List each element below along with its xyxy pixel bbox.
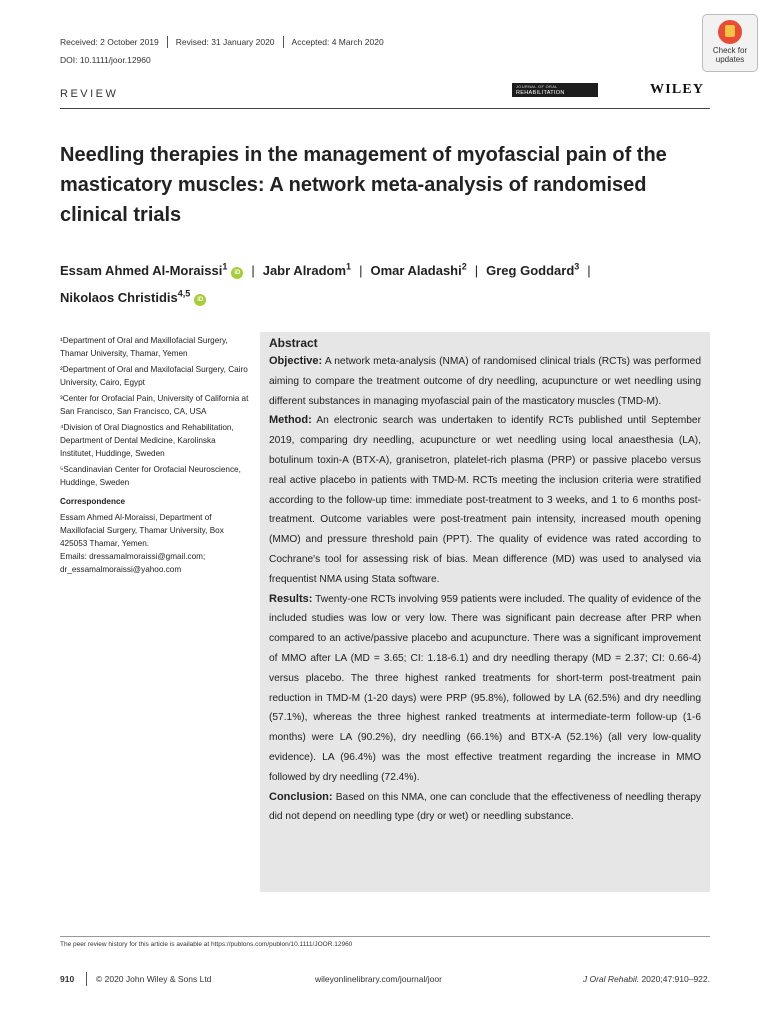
page-number: 910 xyxy=(60,974,75,984)
author-list xyxy=(60,256,710,309)
journal-url[interactable]: wileyonlinelibrary.com/journal/joor xyxy=(315,974,442,984)
correspondence-body: Essam Ahmed Al-Moraissi, Department of Maxillofacial Surgery, Thamar University, Box 425053 Thamar, Yemen. Emails: dressamalmoraissi@gmail.com; dr_essamalmoraissi@yahoo.com xyxy=(60,513,224,574)
author-separator: | xyxy=(359,263,363,279)
author[interactable]: Essam Ahmed Al-Moraissi$^1$iD xyxy=(60,263,243,278)
article-title: Needling therapies in the management of myofascial pain of the masticatory muscles: A network meta-analysis of randomised clinical trials xyxy=(60,144,667,226)
copyright: © 2020 John Wiley & Sons Ltd xyxy=(96,974,212,984)
received-date: Received: 2 October 2019 xyxy=(60,37,159,47)
footer-divider xyxy=(86,972,87,986)
affiliation: ²Department of Oral and Maxilofacial Surgery, Cairo University, Cairo, Egypt xyxy=(60,365,248,387)
citation: J Oral Rehabil. 2020;47:910–922. xyxy=(582,974,710,984)
header-divider xyxy=(60,108,710,109)
check-updates-line2: updates xyxy=(715,55,745,64)
check-for-updates-button[interactable] xyxy=(702,14,758,72)
article-dates xyxy=(60,36,392,48)
correspondence-heading: Correspondence xyxy=(60,497,126,506)
correspondence-emails[interactable]: Emails: dressamalmoraissi@gmail.com; dr_essamalmoraissi@yahoo.com xyxy=(60,552,206,574)
journal-logo-top: JOURNAL OF ORAL xyxy=(516,84,558,89)
author[interactable]: Nikolaos Christidis$^{4,5}$iD xyxy=(60,290,206,305)
orcid-icon[interactable]: iD xyxy=(231,267,243,279)
check-updates-line1: Check for xyxy=(712,46,748,55)
abstract-results: Results: Twenty-one RCTs involving 959 patients were included. The quality of evidence of the included studies was low or very low. There was significant pain decrease after PRP when compared to an active/passive placebo and acupuncture. There was a significant improvement of MMO after LA (MD = 3.65; CI: 1.18-6.1) and dry needling therapy (MD = 2.37; CI: 0.66-4) versus placebo. The three highest ranked treatments for short-term post-treatment pain reduction in TMD-M (1-20 days) were PRP (95.8%), followed by LA (62.5%) and dry needling (57.1%), whereas the three highest ranked treatments at intermediate-term follow-up (1-6 months) were LA (90.2%), dry needling (66.1%) and BTX-A (52.1%) (all very low-quality evidence). LA (96.4%) was the most effective treatment regarding the increase in MMO followed by dry needling (72.4%). xyxy=(269,592,701,783)
doi[interactable]: DOI: 10.1111/joor.12960 xyxy=(60,55,151,65)
section-label: REVIEW xyxy=(60,88,119,100)
accepted-date: Accepted: 4 March 2020 xyxy=(283,36,392,48)
author[interactable]: Greg Goddard$^3$ xyxy=(486,262,580,279)
author[interactable]: Omar Aladashi$^2$ xyxy=(370,262,467,279)
footnote-divider xyxy=(60,936,710,937)
publisher-logo: WILEY xyxy=(650,82,705,97)
abstract-conclusion: Conclusion: Based on this NMA, one can conclude that the effectiveness of needling therapy did not depend on needling type (dry or wet) or needling substance. xyxy=(269,790,701,823)
crossmark-icon xyxy=(718,20,742,44)
abstract-heading: Abstract xyxy=(269,336,318,350)
peer-review-footnote[interactable]: The peer review history for this article is available at https://publons.com/publon/10.1111/JOOR.12960 xyxy=(60,941,353,948)
affiliation: ⁴Division of Oral Diagnostics and Rehabilitation, Department of Dental Medicine, Karolinska Institutet, Huddinge, Sweden xyxy=(60,423,234,458)
abstract-box xyxy=(260,332,710,892)
affiliation: ¹Department of Oral and Maxillofacial Surgery, Thamar University, Thamar, Yemen xyxy=(60,336,228,358)
author-separator: | xyxy=(474,263,479,279)
author-separator: | xyxy=(587,263,591,279)
abstract-objective: Objective: A network meta-analysis (NMA) of randomised clinical trials (RCTs) was performed aiming to compare the treatment outcome of dry needling, acupuncture or wet needling using different substances in managing myofascial pain of the masticatory muscles (TMD-M). xyxy=(269,355,701,407)
orcid-icon[interactable]: iD xyxy=(194,294,206,306)
affiliations xyxy=(60,334,250,576)
affiliation: ³Center for Orofacial Pain, University of California at San Francisco, San Francisco, CA, USA xyxy=(60,394,249,416)
journal-logo xyxy=(512,83,598,97)
affiliation: ⁵Scandinavian Center for Orofacial Neuroscience, Huddinge, Sweden xyxy=(60,465,241,487)
revised-date: Revised: 31 January 2020 xyxy=(167,36,283,48)
journal-logo-bottom: REHABILITATION xyxy=(516,90,565,96)
author-separator: | xyxy=(251,263,255,279)
author[interactable]: Jabr Alradom$^1$ xyxy=(262,262,352,279)
abstract-method: Method: An electronic search was undertaken to identify RCTs published until September 2019, comparing dry needling, acupuncture or wet needling using local anaesthesia (LA), botulinum toxin-A (BTX-A), granisetron, platelet-rich plasma (PRP) or passive placebo versus real active placebo in patients with TMD-M. RCTs meeting the inclusion criteria were stratified according to the follow-up time: immediate post-treatment to 3 weeks, and 1 to 6 months post-treatment. Outcome variables were post-treatment pain intensity, increased mouth opening (MMO) and pressure threshold pain (PPT). The quality of evidence was rated according to Cochrane's tool for assessing risk of bias. Mean difference (MD) was used to analysed via frequentist NMA using Stata software. xyxy=(269,414,701,585)
